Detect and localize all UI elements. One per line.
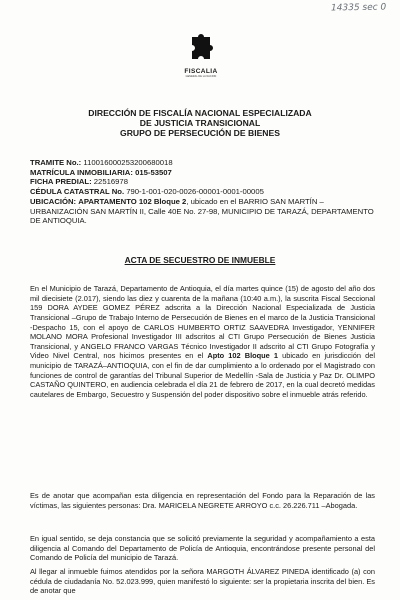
logo-subtitle: GENERAL DE LA NACION [185, 75, 217, 78]
ubicacion-bold: APARTAMENTO 102 Bloque 2 [78, 196, 187, 206]
paragraph-1-part-b: ubicado en jurisdicción del municipio de TARAZÁ–ANTIOQUIA, con el fin de dar cumplimiento a lo ordenado por el Magistrado con funciones de control de garantías del Tribunal Superior de Medellín -Sala de Justicia y Paz Dr. OLIMPO CASTAÑO QUINTERO, en audiencia celebrada el día 21 de febrero de 2017, en la cual decretó medidas cautelares de Embargo, Secuestro y Suspensión del poder dispositivo sobre el inmueble atrás referido. [30, 351, 375, 399]
matricula-label: MATRÍCULA INMOBILIARIA: [30, 167, 133, 177]
handwritten-margin-note: 14335 sec 0 [330, 2, 387, 14]
matricula-row [30, 168, 375, 178]
document-heading [30, 108, 370, 139]
paragraph-1 [30, 284, 375, 400]
paragraph-4: Al llegar al inmueble fuimos atendidos por la señora MARGOTH ÁLVAREZ PINEDA identificado (a) con cédula de ciudadanía No. 52.023.999, quien manifestó lo siguiente: ser la propietaria inscrita del bien. Es de anotar que [30, 567, 375, 596]
cedula-label: CÉDULA CATASTRAL No. [30, 187, 125, 197]
paragraph-1-part-a: En el Municipio de Tarazá, Departamento de Antioquia, el día martes quince (15) de agosto del año dos mil diecisiete (2.017), siendo las diez y cuarenta de la mañana (10:40 a.m.), la suscrita Fiscal Seccional 159 DORA AYDEE GOMEZ PÉREZ adscrita a la Dirección Nacional Especializada de Justicia Transicional –Grupo de Trabajo Interno de Persecución de Bienes en el marco de la Justicia Transicional -Despacho 15, con el apoyo de CARLOS HUMBERTO ORTIZ SAAVEDRA Investigador, YENNIFER MOLANO MORA Profesional Investigador III adscritos al CTI Grupo Persecución de Bienes Justicia Transicional, y ANGELO FRANCO VARGAS Técnico Investigador II adscrito al CTI Grupo Fotografía y Video Nivel Central, nos hicimos presentes en el [30, 284, 375, 361]
puzzle-emblem-icon [184, 33, 218, 67]
paragraph-1-bold: Apto 102 Bloque 1 [207, 351, 279, 361]
ficha-row [30, 177, 375, 187]
matricula-value: 015-53507 [135, 167, 172, 177]
ficha-value: 22516978 [93, 177, 128, 187]
ubicacion-rest: , ubicado en el BARRIO SAN MARTÍN –URBANIZACIÓN SAN MARTÍN II, Calle 40E No. 27-98, MUNICIPIO DE TARAZÁ, DEPARTAMENTO DE ANTIOQUIA. [30, 196, 374, 226]
paragraph-2: Es de anotar que acompañan esta diligencia en representación del Fondo para la Reparación de las víctimas, las siguientes personas: Dra. MARICELA NEGRETE ARROYO c.c. 26.226.711 –Abogada. [30, 491, 375, 510]
heading-line-3: GRUPO DE PERSECUCIÓN DE BIENES [120, 128, 280, 139]
heading-line-1: DIRECCIÓN DE FISCALÍA NACIONAL ESPECIALIZADA [88, 108, 312, 118]
case-metadata [30, 158, 375, 226]
cedula-row [30, 187, 375, 197]
tramite-row [30, 158, 375, 168]
ubicacion-label: UBICACIÓN: [30, 196, 77, 206]
ficha-label: FICHA PREDIAL: [30, 177, 92, 187]
logo-brand: FISCALIA [184, 68, 218, 75]
heading-line-2: DE JUSTICIA TRANSICIONAL [139, 118, 261, 129]
paragraph-3: En igual sentido, se deja constancia que se solicitó previamente la seguridad y acompañamiento a esta diligencia al Comando del Departamento de Policía de Antioquia, encontrándose presente personal del Comando de Policía del municipio de Tarazá. [30, 534, 375, 563]
tramite-value: 110016000253200680018 [83, 158, 173, 167]
fiscalia-logo [175, 33, 227, 78]
ubicacion-row [30, 197, 375, 226]
cedula-value: 790-1-001-020-0026-00001-0001-00005 [126, 187, 264, 197]
tramite-label: TRAMITE No.: [30, 158, 82, 167]
act-title: ACTA DE SECUESTRO DE INMUEBLE [124, 255, 276, 265]
